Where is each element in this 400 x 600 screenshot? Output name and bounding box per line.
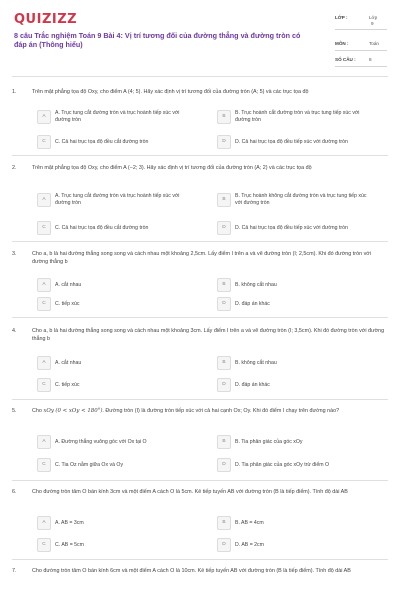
option-text: A. Trục tung cắt đường tròn và trục hoành tiếp xúc với đường tròn — [55, 110, 180, 123]
option-letter: C — [37, 135, 51, 149]
option-letter: D — [217, 538, 231, 552]
option-text: D. Cả hai trục tọa độ đều tiếp xúc với đường tròn — [235, 224, 348, 231]
question-text: Cho đường tròn tâm O bán kính 6cm và một điểm A cách O là 10cm. Kẻ tiếp tuyến AB với đường tròn (B là tiếp điểm). Tính độ dài AB — [32, 568, 351, 574]
class-value-line2: 9 — [371, 21, 374, 26]
option-text: D. đáp án khác — [235, 381, 270, 388]
page-title: 8 câu Trắc nghiệm Toán 9 Bài 4: Vị trí tương đối của đường thẳng và đường tròn có đáp án (Thông hiểu) — [14, 31, 301, 49]
option-text: B. Trục hoành cắt đường tròn và trục tung tiếp xúc với đường tròn — [235, 110, 360, 123]
question-text-rest: . Đường tròn (I) là đường tròn tiếp xúc với cả hai cạnh Ox; Oy. Khi đó điểm I chạy trên đường nào? — [102, 408, 340, 414]
option-letter: A — [37, 278, 51, 292]
option-letter: D — [217, 378, 231, 392]
option-letter: D — [217, 297, 231, 311]
option-letter: B — [217, 110, 231, 124]
class-value-line1: Lớp — [369, 15, 378, 20]
option-text: A. Trục tung cắt đường tròn và trục hoành tiếp xúc với đường tròn — [55, 193, 180, 206]
option-text: B. Tia phân giác của góc xOy — [235, 438, 303, 445]
option-text: A. cắt nhau — [55, 359, 82, 366]
question-text: Trên mặt phẳng tọa độ Oxy, cho điểm A (4; 5). Hãy xác định vị trí tương đối của đường tròn (A; 5) và các trục tọa độ — [32, 89, 309, 95]
option-letter: B — [217, 278, 231, 292]
option-letter: C — [37, 378, 51, 392]
option-text: C. tiếp xúc — [55, 300, 80, 307]
option-text: C. AB = 5cm — [55, 541, 84, 548]
count-value: 8 — [369, 57, 372, 62]
question-text: Cho đường tròn tâm O bán kính 3cm và một điểm A cách O là 5cm. Kẻ tiếp tuyến AB với đường tròn (B là tiếp điểm). Tính độ dài AB — [32, 489, 348, 495]
count-divider — [335, 66, 387, 67]
subject-label: MÔN : — [335, 41, 349, 46]
question-text: Trên mặt phẳng tọa độ Oxy, cho điểm A (−2; 3). Hãy xác định vị trí tương đối của đường tròn (A; 2) và các trục tọa độ — [32, 165, 312, 171]
option-letter: A — [37, 356, 51, 370]
option-text: D. Cả hai trục tọa độ đều tiếp xúc với đường tròn — [235, 138, 348, 145]
question-divider — [12, 399, 388, 400]
option-letter: B — [217, 193, 231, 207]
option-letter: C — [37, 538, 51, 552]
option-letter: A — [37, 193, 51, 207]
subject-divider — [335, 50, 387, 51]
option-letter: B — [217, 356, 231, 370]
question-number: 6. — [12, 489, 17, 495]
subject-value: Toán — [369, 41, 379, 46]
question-number: 2. — [12, 165, 17, 171]
option-letter: C — [37, 221, 51, 235]
question-divider — [12, 559, 388, 560]
option-text: A. cắt nhau — [55, 281, 82, 288]
question-divider — [12, 317, 388, 318]
option-text: A. AB = 3cm — [55, 519, 84, 526]
question-number: 5. — [12, 408, 17, 414]
question-number: 3. — [12, 251, 17, 257]
question-number: 7. — [12, 568, 17, 574]
option-text: B. không cắt nhau — [235, 281, 277, 288]
class-divider — [335, 29, 387, 30]
option-text: D. Tia phân giác của góc xOy trừ điểm O — [235, 461, 330, 468]
option-text: B. AB = 4cm — [235, 519, 264, 526]
question-number: 1. — [12, 89, 17, 95]
question-text: Cho a, b là hai đường thẳng song song và cách nhau một khoảng 2,5cm. Lấy điểm I trên a và vẽ đường tròn (I; 2,5cm). Khi đó đường tròn với đường thẳng b — [32, 251, 372, 265]
option-letter: B — [217, 435, 231, 449]
option-text: B. không cắt nhau — [235, 359, 277, 366]
option-letter: B — [217, 516, 231, 530]
angle-range: (0 < xOy < 180°) — [55, 408, 103, 414]
option-text: D. AB = 2cm — [235, 541, 264, 548]
option-letter: A — [37, 110, 51, 124]
option-letter: A — [37, 435, 51, 449]
worksheet-header — [0, 0, 400, 74]
option-letter: D — [217, 458, 231, 472]
option-letter: C — [37, 297, 51, 311]
question-divider — [12, 241, 388, 242]
option-text: C. tiếp xúc — [55, 381, 80, 388]
header-divider — [12, 76, 388, 77]
option-text: C. Tia Oz nằm giữa Ox và Oy — [55, 461, 124, 468]
question-number: 4. — [12, 328, 17, 334]
quizizz-logo: QUIZIZZ — [14, 12, 78, 27]
class-label: LỚP : — [335, 15, 348, 20]
question-text-prefix: Cho — [32, 408, 42, 414]
question-text — [32, 408, 388, 416]
question-text: Cho a, b là hai đường thẳng song song và cách nhau một khoảng 3cm. Lấy điểm I trên a và vẽ đường tròn (I; 3,5cm). Khi đó đường tròn với đường thẳng b — [32, 328, 385, 342]
angle-symbol: xOy — [43, 408, 54, 414]
option-text: C. Cả hai trục tọa độ đều cắt đường tròn — [55, 224, 149, 231]
option-text: D. đáp án khác — [235, 300, 270, 307]
option-text: C. Cả hai trục tọa độ đều cắt đường tròn — [55, 138, 149, 145]
option-letter: A — [37, 516, 51, 530]
question-divider — [12, 480, 388, 481]
option-text: B. Trục hoành không cắt đường tròn và trục tung tiếp xúc với đường tròn — [235, 193, 367, 206]
option-letter: D — [217, 221, 231, 235]
count-label: SỐ CÂU : — [335, 57, 356, 62]
question-divider — [12, 155, 388, 156]
option-letter: C — [37, 458, 51, 472]
option-letter: D — [217, 135, 231, 149]
option-text: A. Đường thẳng vuông góc với Ox tại O — [55, 438, 147, 445]
